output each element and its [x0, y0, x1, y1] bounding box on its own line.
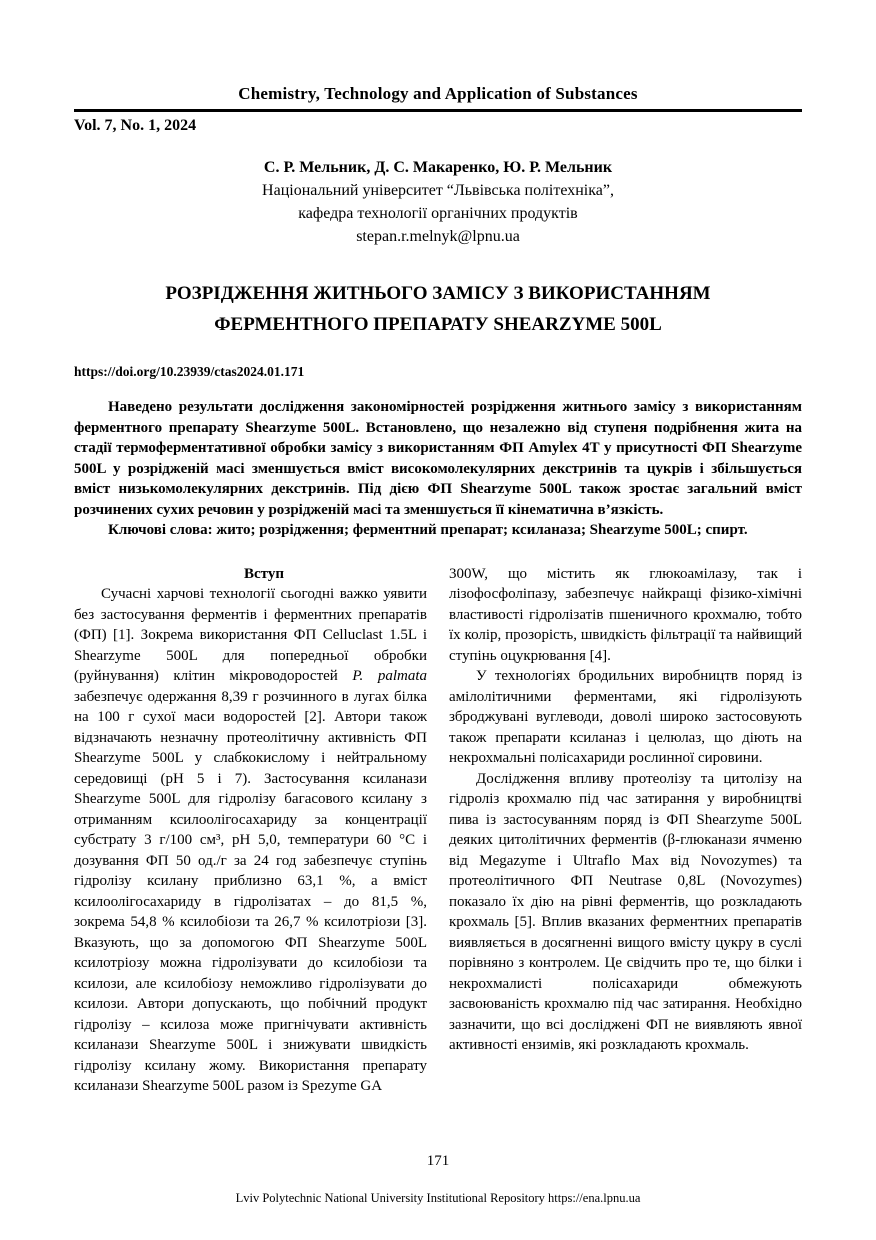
doi-link[interactable]: https://doi.org/10.23939/ctas2024.01.171	[74, 364, 305, 379]
paper-title-line-2: ФЕРМЕНТНОГО ПРЕПАРАТУ SHEARZYME 500L	[214, 314, 662, 335]
section-heading-intro: Вступ	[244, 565, 284, 582]
intro-paragraph-part2: забезпечує одержання 8,39 г розчинного в лугах білка на 100 г сухої маси водоростей [2]. Автори також відзначають незначну протеолітичну активність ФП Shearzyme 500L у слабкокислому і нейтральному середовищі (рН 5 і 7). Застосування ксиланази Shearzyme 500L для гідролізу багасового ксилану з отриманням ксилоолігосахариду за концентрації субстрату 3 г/100 см³, рН 5,0, температури 60 °С і дозування ФП 50 од./г за 24 год забезпечує ступінь гідролізу ксилану приблизно 63,1 %, а вміст ксилоолігосахариду в гідролізатах – до 81,5 %, зокрема 54,8 % ксилобіози та 26,7 % ксилотріози [3]. Вказують, що за допомогою ФП Shearzyme 500L ксилотріозу можна гідролізувати до ксилобіози та ксилози, але ксилобіозу неможливо гідролізувати до ксилози. Автори допускають, що побічний продукт гідролізу – ксилоза може пригнічувати активність ксиланази Shearzyme 500L і знижувати швидкість гідролізу ксилану жому. Використання препарату ксиланази Shearzyme 500L разом із Spezyme GA	[74, 688, 427, 1094]
body-paragraph: 300W, що містить як глюкоамілазу, так і лізофосфоліпазу, забезпечує найкращі фізико-хімічні властивості гідролізатів пшеничного крохмалю, тобто їх колір, прозорість, швидкість фільтрації та найвищий ступінь оцукрювання [4].	[449, 565, 802, 664]
right-column	[449, 564, 802, 1097]
abstract-text: Наведено результати дослідження закономірностей розрідження житнього замісу з використанням ферментного препарату Shearzyme 500L. Встановлено, що незалежно від ступеня подрібнення жита на стадії термоферментативної обробки замісу з використанням ФП Amylex 4T у присутності ФП Shearzyme 500L у розрідженій масі зменшується вміст високомолекулярних декстринів та цукрів і збільшується вміст низькомолекулярних декстринів. Під дією ФП Shearzyme 500L також зростає загальний вміст розчинених сухих речовин у розрідженій масі та зменшується її кінематична в’язкість.	[74, 399, 802, 518]
repository-footer[interactable]: Lviv Polytechnic National University Institutional Repository https://ena.lpnu.ua	[235, 1191, 641, 1205]
intro-paragraph-part1: Сучасні харчові технології сьогодні важко уявити без застосування ферментів і ферментних препаратів (ФП) [1]. Зокрема використання ФП Celluclast 1.5L і Shearzyme 500L для попередньої обробки (руйнування) клітин мікроводоростей	[74, 586, 427, 684]
journal-title: Chemistry, Technology and Application of Substances	[238, 84, 638, 103]
author-names: С. Р. Мельник, Д. С. Макаренко, Ю. Р. Мельник	[263, 159, 613, 176]
author-email[interactable]: stepan.r.melnyk@lpnu.ua	[356, 228, 520, 245]
paper-title	[74, 278, 802, 340]
header-rule	[74, 109, 802, 112]
left-column	[74, 564, 427, 1097]
body-paragraph: У технологіях бродильних виробництв поряд із амілолітичними ферментами, які гідролізують зброджувані вуглеводи, доволі широко застосовують також препарати ксиланаз і целюлаз, що діють на некрохмальні полісахариди рослинної сировини.	[449, 668, 802, 766]
body-columns	[74, 564, 802, 1097]
paper-title-line-1: РОЗРІДЖЕННЯ ЖИТНЬОГО ЗАМІСУ З ВИКОРИСТАННЯМ	[165, 283, 711, 304]
affiliation-line-2: кафедра технології органічних продуктів	[298, 205, 578, 222]
volume-issue: Vol. 7, No. 1, 2024	[74, 117, 197, 134]
affiliation-line-1: Національний університет “Львівська політехніка”,	[262, 182, 614, 199]
abstract	[74, 397, 802, 541]
page-number: 171	[426, 1153, 450, 1169]
intro-paragraph	[74, 584, 427, 1097]
author-block	[74, 156, 802, 248]
body-paragraph: Дослідження впливу протеолізу та цитолізу на гідроліз крохмалю під час затирання у виробництві пива із застосуванням поряд із ФП Shearzyme 500L деяких цитолітичних ферментів (β-глюканази ячменю від Megazyme і Ultraflo Max від Novozymes) та протеолітичного ФП Neutrase 0,8L (Novozymes) показало їх дію на рівні ферментів, що розкладають крохмаль [5]. Вплив вказаних ферментних препаратів виявляється в досягненні вищого вмісту цукру в суслі порівняно з контролем. Це свідчить про те, що білки і некрохмалисті полісахариди обмежують засвоюваність крохмалю під час затирання. Необхідно зазначити, що всі досліджені ФП не виявляють явної активності ензимів, які розкладають крохмаль.	[449, 770, 802, 1053]
species-name-italic: P. palmata	[352, 668, 427, 684]
keywords: Ключові слова: жито; розрідження; ферментний препарат; ксиланаза; Shearzyme 500L; спирт.	[108, 522, 748, 538]
